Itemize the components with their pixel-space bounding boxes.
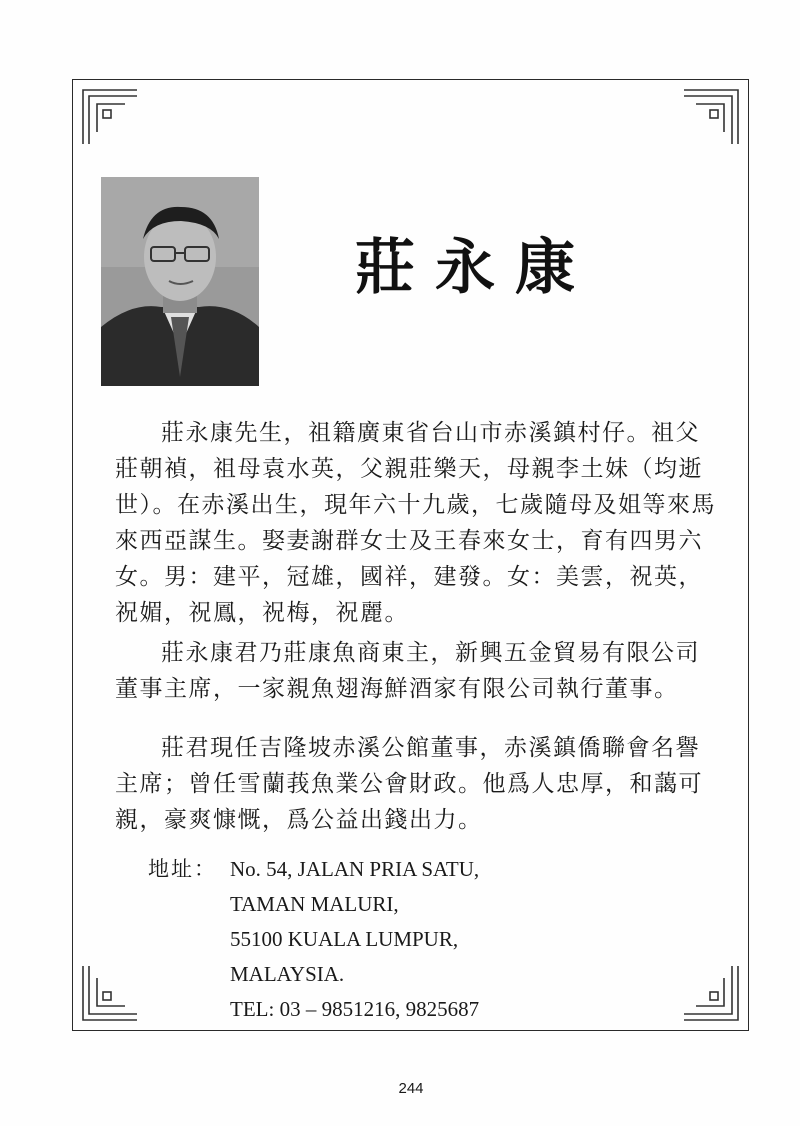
- corner-ornament-top-right: [682, 84, 744, 146]
- biography-paragraph: 莊永康先生，祖籍廣東省台山市赤溪鎮村仔。祖父莊朝禎，祖母袁水英，父親莊樂天，母親李土妹（均逝世）。在赤溪出生，現年六十九歲，七歲隨母及姐等來馬來西亞謀生。娶妻謝群女士及王春來女士，育有四男六女。男：建平，冠雄，國祥，建發。女：美雲，祝英，祝媚，祝鳳，祝梅，祝麗。: [115, 420, 716, 626]
- corner-ornament-bottom-left: [77, 964, 139, 1026]
- address-lines: [230, 852, 650, 1027]
- community-paragraph: 莊君現任吉隆坡赤溪公館董事，赤溪鎮僑聯會名譽主席；曾任雪蘭莪魚業公會財政。他爲人忠厚，和藹可親，豪爽慷慨，爲公益出錢出力。: [115, 735, 703, 833]
- corner-ornament-top-left: [77, 84, 139, 146]
- business-paragraph: 莊永康君乃莊康魚商東主，新興五金貿易有限公司董事主席，一家親魚翅海鮮酒家有限公司執行董事。: [115, 640, 700, 702]
- address-label: 地址：: [148, 857, 217, 881]
- address-line: 55100 KUALA LUMPUR,: [230, 927, 459, 951]
- corner-ornament-bottom-right: [682, 964, 744, 1026]
- page-number: 244: [398, 1080, 424, 1097]
- address-line: No. 54, JALAN PRIA SATU,: [230, 857, 480, 881]
- person-name: 莊永康: [355, 233, 595, 303]
- portrait-photo: [101, 177, 259, 386]
- address-line: TAMAN MALURI,: [230, 892, 399, 916]
- address-line: MALAYSIA.: [230, 962, 345, 986]
- telephone-line: TEL: 03 – 9851216, 9825687: [230, 997, 480, 1021]
